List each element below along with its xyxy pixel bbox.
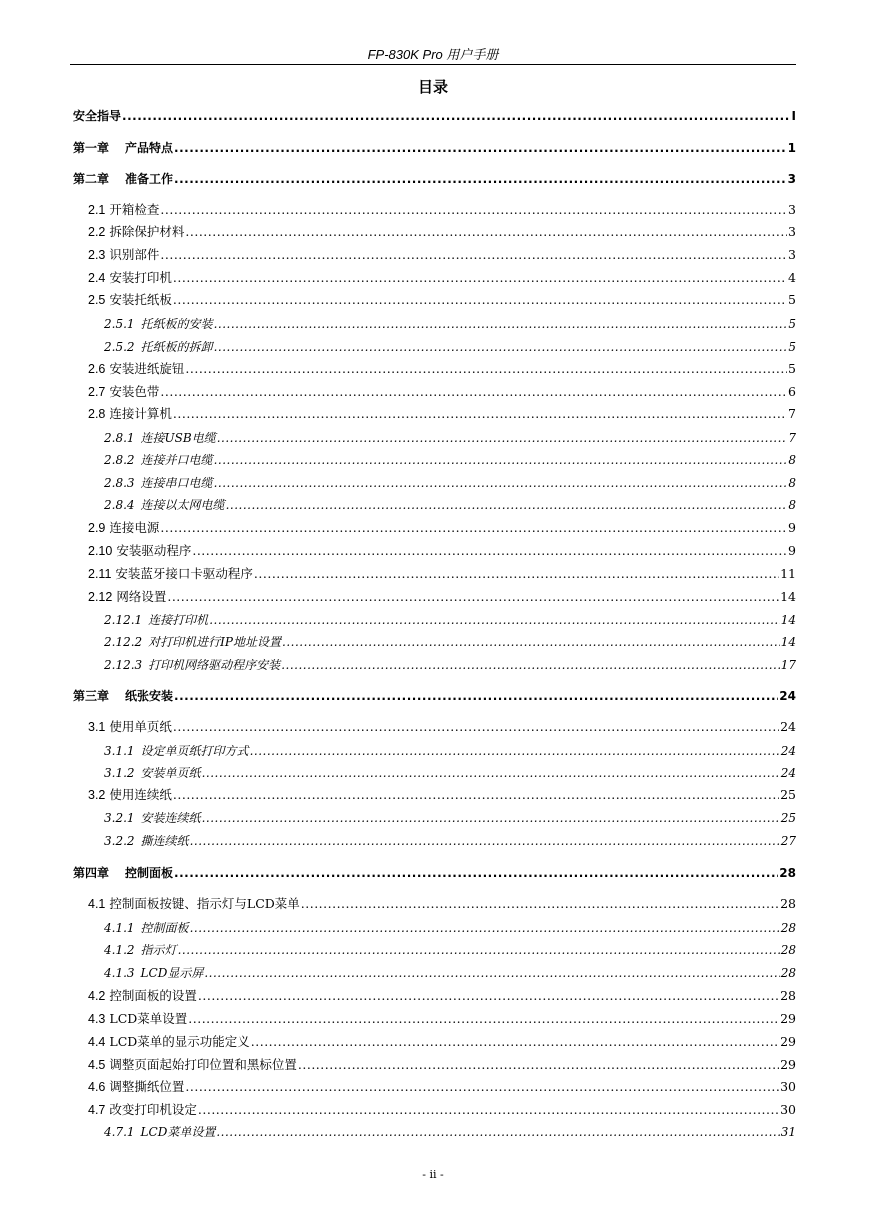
- toc-entry-page: 24: [780, 719, 796, 734]
- toc-section-entry[interactable]: [88, 406, 796, 422]
- toc-section-entry[interactable]: [88, 896, 796, 912]
- toc-entry-label: [73, 108, 121, 124]
- toc-entry-text: 产品特点: [125, 141, 174, 155]
- toc-entry-page: 3: [788, 224, 796, 239]
- toc-entry-page: 28: [780, 921, 796, 935]
- toc-entry-label: [88, 1034, 250, 1050]
- dot-leader: [190, 920, 780, 936]
- toc-entry-page: 5: [788, 340, 796, 354]
- toc-entry-page: 1: [787, 141, 796, 155]
- toc-entry-text: 使用连续纸: [109, 787, 172, 802]
- toc-entry-number: 3.1.2: [104, 766, 135, 780]
- dot-leader: [173, 406, 787, 422]
- dot-leader: [173, 719, 779, 735]
- toc-entry-number: 2.2: [88, 225, 106, 239]
- toc-entry-number: 2.7: [88, 385, 106, 399]
- toc-entry-text: 安装蓝牙接口卡驱动程序: [115, 566, 253, 581]
- toc-entry-page: 25: [780, 787, 796, 802]
- toc-entry-number: 4.3: [88, 1012, 106, 1026]
- toc-entry-page: 28: [780, 966, 796, 980]
- toc-entry-text: 纸张安装: [125, 689, 174, 703]
- toc-entry-label: [88, 566, 253, 582]
- toc-entry-text: 连接以太网电缆: [140, 498, 225, 512]
- toc-section-entry[interactable]: [88, 1034, 796, 1050]
- dot-leader: [301, 896, 779, 912]
- toc-entry-page: 28: [780, 896, 796, 911]
- toc-subsection-entry[interactable]: [104, 657, 796, 673]
- toc-entry-text: 控制面板: [140, 921, 189, 935]
- toc-entry-number: 4.6: [88, 1080, 106, 1094]
- toc-entry-label: [104, 475, 213, 491]
- toc-entry-page: 8: [788, 476, 796, 490]
- toc-entry-number: 4.1: [88, 897, 106, 911]
- toc-title: 目录: [417, 78, 448, 96]
- toc-entry-label: [104, 316, 213, 332]
- toc-entry-text: 设定单页纸打印方式: [140, 744, 249, 758]
- toc-entry-page: 30: [780, 1079, 796, 1094]
- toc-entry-page: 24: [780, 744, 796, 758]
- toc-entry-number: 4.1.2: [104, 943, 135, 957]
- toc-section-entry[interactable]: [88, 1079, 796, 1095]
- toc-chapter-entry[interactable]: [73, 108, 796, 124]
- dot-leader: [214, 316, 788, 332]
- toc-entry-label: [104, 965, 203, 981]
- toc-subsection-entry[interactable]: [104, 497, 796, 513]
- toc-entry-text: 撕连续纸: [140, 834, 189, 848]
- toc-entry-label: [104, 339, 213, 355]
- toc-entry-text: LCD菜单设置: [109, 1011, 188, 1026]
- toc-entry-number: 2.12.1: [104, 613, 143, 627]
- toc-subsection-entry[interactable]: [104, 1124, 796, 1140]
- toc-entry-text: 控制面板按键、指示灯与LCD菜单: [109, 896, 300, 911]
- toc-entry-page: 24: [779, 689, 796, 703]
- toc-entry-label: [88, 787, 172, 803]
- toc-entry-page: 7: [788, 406, 796, 421]
- dot-leader: [209, 612, 780, 628]
- dot-leader: [174, 688, 778, 704]
- toc-entry-number: 4.4: [88, 1035, 106, 1049]
- toc-entry-number: 第四章: [73, 866, 110, 880]
- toc-subsection-entry[interactable]: [104, 316, 796, 332]
- toc-entry-label: [104, 765, 201, 781]
- toc-entry-label: [88, 384, 159, 400]
- toc-entry-text: 调整页面起始打印位置和黑标位置: [109, 1057, 297, 1072]
- toc-section-entry[interactable]: [88, 589, 796, 605]
- toc-entry-page: 3: [788, 202, 796, 217]
- toc-entry-label: [88, 202, 159, 218]
- toc-entry-label: [88, 988, 197, 1004]
- toc-entry-number: 2.8.1: [104, 431, 135, 445]
- toc-entry-page: 29: [780, 1011, 796, 1026]
- toc-entry-number: 2.5: [88, 293, 106, 307]
- toc-entry-number: 4.2: [88, 989, 106, 1003]
- dot-leader: [122, 108, 791, 124]
- dot-leader: [214, 452, 788, 468]
- toc-entry-number: 2.12.2: [104, 635, 143, 649]
- toc-entry-text: 安装色带: [109, 384, 160, 399]
- toc-entry-page: 27: [780, 834, 796, 848]
- toc-entry-number: 4.5: [88, 1058, 106, 1072]
- toc-entry-label: [88, 543, 191, 559]
- toc-entry-text: 托纸板的拆卸: [140, 340, 213, 354]
- toc-entry-number: 2.4: [88, 271, 106, 285]
- toc-entry-number: 2.9: [88, 521, 106, 535]
- dot-leader: [173, 292, 787, 308]
- toc-entry-text: 安全指导: [73, 109, 122, 123]
- dot-leader: [202, 810, 780, 826]
- toc-entry-page: 29: [780, 1034, 796, 1049]
- toc-subsection-entry[interactable]: [104, 634, 796, 650]
- toc-entry-page: 17: [780, 658, 796, 672]
- toc-entry-label: [104, 920, 189, 936]
- toc-section-entry[interactable]: [88, 719, 796, 735]
- toc-entry-page: 31: [780, 1125, 796, 1139]
- toc-entry-label: [88, 361, 184, 377]
- dot-leader: [174, 171, 787, 187]
- toc-entry-page: 30: [780, 1102, 796, 1117]
- toc-entry-number: 2.10: [88, 544, 113, 558]
- toc-section-entry[interactable]: [88, 787, 796, 803]
- toc-entry-number: 3.1: [88, 720, 106, 734]
- toc-subsection-entry[interactable]: [104, 452, 796, 468]
- toc-subsection-entry[interactable]: [104, 810, 796, 826]
- toc-chapter-entry[interactable]: [73, 140, 796, 156]
- page-header: FP-830K Pro 用户手册: [367, 47, 499, 62]
- toc-entry-label: [104, 634, 281, 650]
- toc-chapter-entry[interactable]: [73, 171, 796, 187]
- toc-entry-label: [104, 743, 249, 759]
- toc-section-entry[interactable]: [88, 1057, 796, 1073]
- toc-section-entry[interactable]: [88, 270, 796, 286]
- toc-entry-label: [104, 833, 189, 849]
- toc-section-entry[interactable]: [88, 1011, 796, 1027]
- toc-entry-number: 第三章: [73, 689, 110, 703]
- dot-leader: [160, 384, 787, 400]
- dot-leader: [251, 1034, 779, 1050]
- toc-entry-label: [88, 1011, 187, 1027]
- dot-leader: [217, 430, 788, 446]
- toc-entry-number: 2.12.3: [104, 658, 143, 672]
- dot-leader: [226, 497, 788, 513]
- toc-entry-text: 连接USB电缆: [140, 431, 216, 445]
- toc-entry-label: [88, 1057, 297, 1073]
- dot-leader: [160, 520, 787, 536]
- toc-subsection-entry[interactable]: [104, 743, 796, 759]
- dot-leader: [214, 339, 788, 355]
- toc-entry-label: [73, 688, 173, 704]
- toc-entry-number: 2.6: [88, 362, 106, 376]
- toc-entry-text: 拆除保护材料: [109, 224, 185, 239]
- toc-section-entry[interactable]: [88, 224, 796, 240]
- toc-entry-page: 25: [780, 811, 796, 825]
- toc-entry-text: LCD显示屏: [140, 966, 204, 980]
- toc-entry-page: 6: [788, 384, 796, 399]
- dot-leader: [250, 743, 780, 759]
- toc-subsection-entry[interactable]: [104, 612, 796, 628]
- toc-entry-text: 安装打印机: [109, 270, 172, 285]
- toc-entry-page: 29: [780, 1057, 796, 1072]
- toc-section-entry[interactable]: [88, 566, 796, 582]
- dot-leader: [178, 942, 780, 958]
- dot-leader: [204, 965, 779, 981]
- toc-entry-text: 改变打印机设定: [109, 1102, 197, 1117]
- toc-chapter-entry[interactable]: [73, 688, 796, 704]
- toc-subsection-entry[interactable]: [104, 475, 796, 491]
- toc-entry-label: [104, 810, 201, 826]
- dot-leader: [174, 140, 787, 156]
- dot-leader: [190, 833, 780, 849]
- toc-entry-text: 控制面板的设置: [109, 988, 197, 1003]
- toc-entry-text: 安装托纸板: [109, 292, 172, 307]
- dot-leader: [281, 657, 780, 673]
- dot-leader: [254, 566, 779, 582]
- toc-entry-text: 连接计算机: [109, 406, 172, 421]
- toc-section-entry[interactable]: [88, 247, 796, 263]
- toc-subsection-entry[interactable]: [104, 965, 796, 981]
- toc-entry-text: 打印机网络驱动程序安装: [148, 658, 281, 672]
- toc-section-entry[interactable]: [88, 988, 796, 1004]
- toc-entry-text: 连接并口电缆: [140, 453, 213, 467]
- dot-leader: [298, 1057, 779, 1073]
- toc-entry-label: [88, 270, 172, 286]
- toc-entry-page: I: [791, 109, 796, 123]
- toc-entry-label: [88, 247, 159, 263]
- dot-leader: [188, 1011, 779, 1027]
- toc-entry-text: 准备工作: [125, 172, 174, 186]
- toc-entry-text: 指示灯: [140, 943, 177, 957]
- toc-entry-text: 安装连续纸: [140, 811, 201, 825]
- toc-entry-text: 托纸板的安装: [140, 317, 213, 331]
- toc-entry-number: 2.5.2: [104, 340, 135, 354]
- toc-entry-page: 9: [788, 520, 796, 535]
- toc-entry-label: [104, 942, 177, 958]
- toc-section-entry[interactable]: [88, 202, 796, 218]
- toc-entry-label: [88, 896, 300, 912]
- toc-entry-page: 14: [780, 635, 796, 649]
- toc-entry-label: [104, 452, 213, 468]
- toc-entry-text: LCD菜单的显示功能定义: [109, 1034, 250, 1049]
- toc-entry-number: 2.8.3: [104, 476, 135, 490]
- dot-leader: [173, 787, 779, 803]
- toc-entry-page: 9: [788, 543, 796, 558]
- toc-entry-text: 安装单页纸: [140, 766, 201, 780]
- toc-subsection-entry[interactable]: [104, 765, 796, 781]
- toc-entry-number: 3.2.2: [104, 834, 135, 848]
- toc-entry-label: [104, 657, 280, 673]
- dot-leader: [198, 1102, 779, 1118]
- toc-entry-number: 2.8: [88, 407, 106, 421]
- dot-leader: [185, 361, 787, 377]
- toc-entry-number: 2.8.4: [104, 498, 135, 512]
- dot-leader: [198, 988, 779, 1004]
- dot-leader: [192, 543, 787, 559]
- toc-entry-text: 安装驱动程序: [116, 543, 192, 558]
- toc-entry-text: 对打印机进行IP地址设置: [148, 635, 281, 649]
- toc-entry-number: 2.1: [88, 203, 106, 217]
- toc-entry-text: 使用单页纸: [109, 719, 172, 734]
- dot-leader: [185, 224, 787, 240]
- toc-entry-number: 2.12: [88, 590, 113, 604]
- dot-leader: [216, 1124, 779, 1140]
- toc-entry-label: [104, 612, 208, 628]
- toc-entry-page: 28: [780, 988, 796, 1003]
- toc-entry-text: 安装进纸旋钮: [109, 361, 185, 376]
- toc-section-entry[interactable]: [88, 361, 796, 377]
- toc-entry-number: 2.11: [88, 567, 112, 581]
- toc-entry-number: 4.1.1: [104, 921, 135, 935]
- dot-leader: [173, 270, 787, 286]
- dot-leader: [282, 634, 780, 650]
- toc-entry-text: 网络设置: [116, 589, 167, 604]
- toc-entry-page: 24: [780, 766, 796, 780]
- toc-entry-number: 2.5.1: [104, 317, 135, 331]
- toc-entry-text: 连接打印机: [148, 613, 209, 627]
- toc-entry-page: 5: [788, 361, 796, 376]
- toc-entry-number: 2.8.2: [104, 453, 135, 467]
- toc-subsection-entry[interactable]: [104, 833, 796, 849]
- toc-entry-label: [88, 224, 184, 240]
- toc-entry-text: 连接串口电缆: [140, 476, 213, 490]
- toc-entry-label: [73, 865, 173, 881]
- toc-subsection-entry[interactable]: [104, 942, 796, 958]
- toc-entry-label: [88, 1079, 184, 1095]
- dot-leader: [202, 765, 780, 781]
- page-number-footer: - ii -: [422, 1168, 444, 1181]
- toc-entry-label: [88, 589, 166, 605]
- toc-subsection-entry[interactable]: [104, 339, 796, 355]
- toc-entry-page: 14: [780, 589, 796, 604]
- toc-entry-text: 开箱检查: [109, 202, 160, 217]
- toc-entry-page: 7: [788, 431, 796, 445]
- toc-entry-page: 28: [779, 866, 796, 880]
- toc-entry-page: 28: [780, 943, 796, 957]
- toc-section-entry[interactable]: [88, 543, 796, 559]
- toc-entry-page: 5: [788, 317, 796, 331]
- toc-entry-page: 8: [788, 498, 796, 512]
- toc-entry-label: [73, 140, 173, 156]
- toc-entry-label: [88, 1102, 197, 1118]
- toc-entry-text: 调整撕纸位置: [109, 1079, 185, 1094]
- dot-leader: [167, 589, 779, 605]
- toc-section-entry[interactable]: [88, 384, 796, 400]
- toc-chapter-entry[interactable]: [73, 865, 796, 881]
- toc-entry-page: 8: [788, 453, 796, 467]
- toc-entry-number: 第一章: [73, 141, 110, 155]
- toc-entry-text: LCD菜单设置: [140, 1125, 216, 1139]
- toc-subsection-entry[interactable]: [104, 430, 796, 446]
- dot-leader: [160, 202, 787, 218]
- toc-entry-label: [88, 719, 172, 735]
- toc-entry-page: 3: [788, 247, 796, 262]
- toc-section-entry[interactable]: [88, 292, 796, 308]
- dot-leader: [214, 475, 788, 491]
- toc-entry-page: 14: [780, 613, 796, 627]
- toc-entry-label: [104, 1124, 215, 1140]
- toc-entry-number: 3.2.1: [104, 811, 135, 825]
- toc-entry-text: 连接电源: [109, 520, 160, 535]
- toc-entry-label: [104, 497, 225, 513]
- toc-entry-label: [88, 292, 172, 308]
- toc-section-entry[interactable]: [88, 520, 796, 536]
- toc-subsection-entry[interactable]: [104, 920, 796, 936]
- toc-entry-label: [88, 406, 172, 422]
- toc-entry-number: 2.3: [88, 248, 106, 262]
- toc-entry-number: 第二章: [73, 172, 110, 186]
- toc-entry-page: 4: [788, 270, 796, 285]
- toc-entry-label: [104, 430, 216, 446]
- toc-entry-number: 4.1.3: [104, 966, 135, 980]
- toc-entry-label: [73, 171, 173, 187]
- toc-entry-label: [88, 520, 159, 536]
- toc-entry-page: 11: [780, 566, 796, 581]
- toc-entry-number: 3.1.1: [104, 744, 135, 758]
- dot-leader: [174, 865, 778, 881]
- dot-leader: [185, 1079, 779, 1095]
- toc-entry-number: 4.7: [88, 1103, 106, 1117]
- toc-entry-number: 4.7.1: [104, 1125, 135, 1139]
- toc-entry-text: 识别部件: [109, 247, 160, 262]
- toc-entry-page: 3: [787, 172, 796, 186]
- toc-entry-page: 5: [788, 292, 796, 307]
- toc-entry-text: 控制面板: [125, 866, 174, 880]
- toc-section-entry[interactable]: [88, 1102, 796, 1118]
- dot-leader: [160, 247, 787, 263]
- toc-entry-number: 3.2: [88, 788, 106, 802]
